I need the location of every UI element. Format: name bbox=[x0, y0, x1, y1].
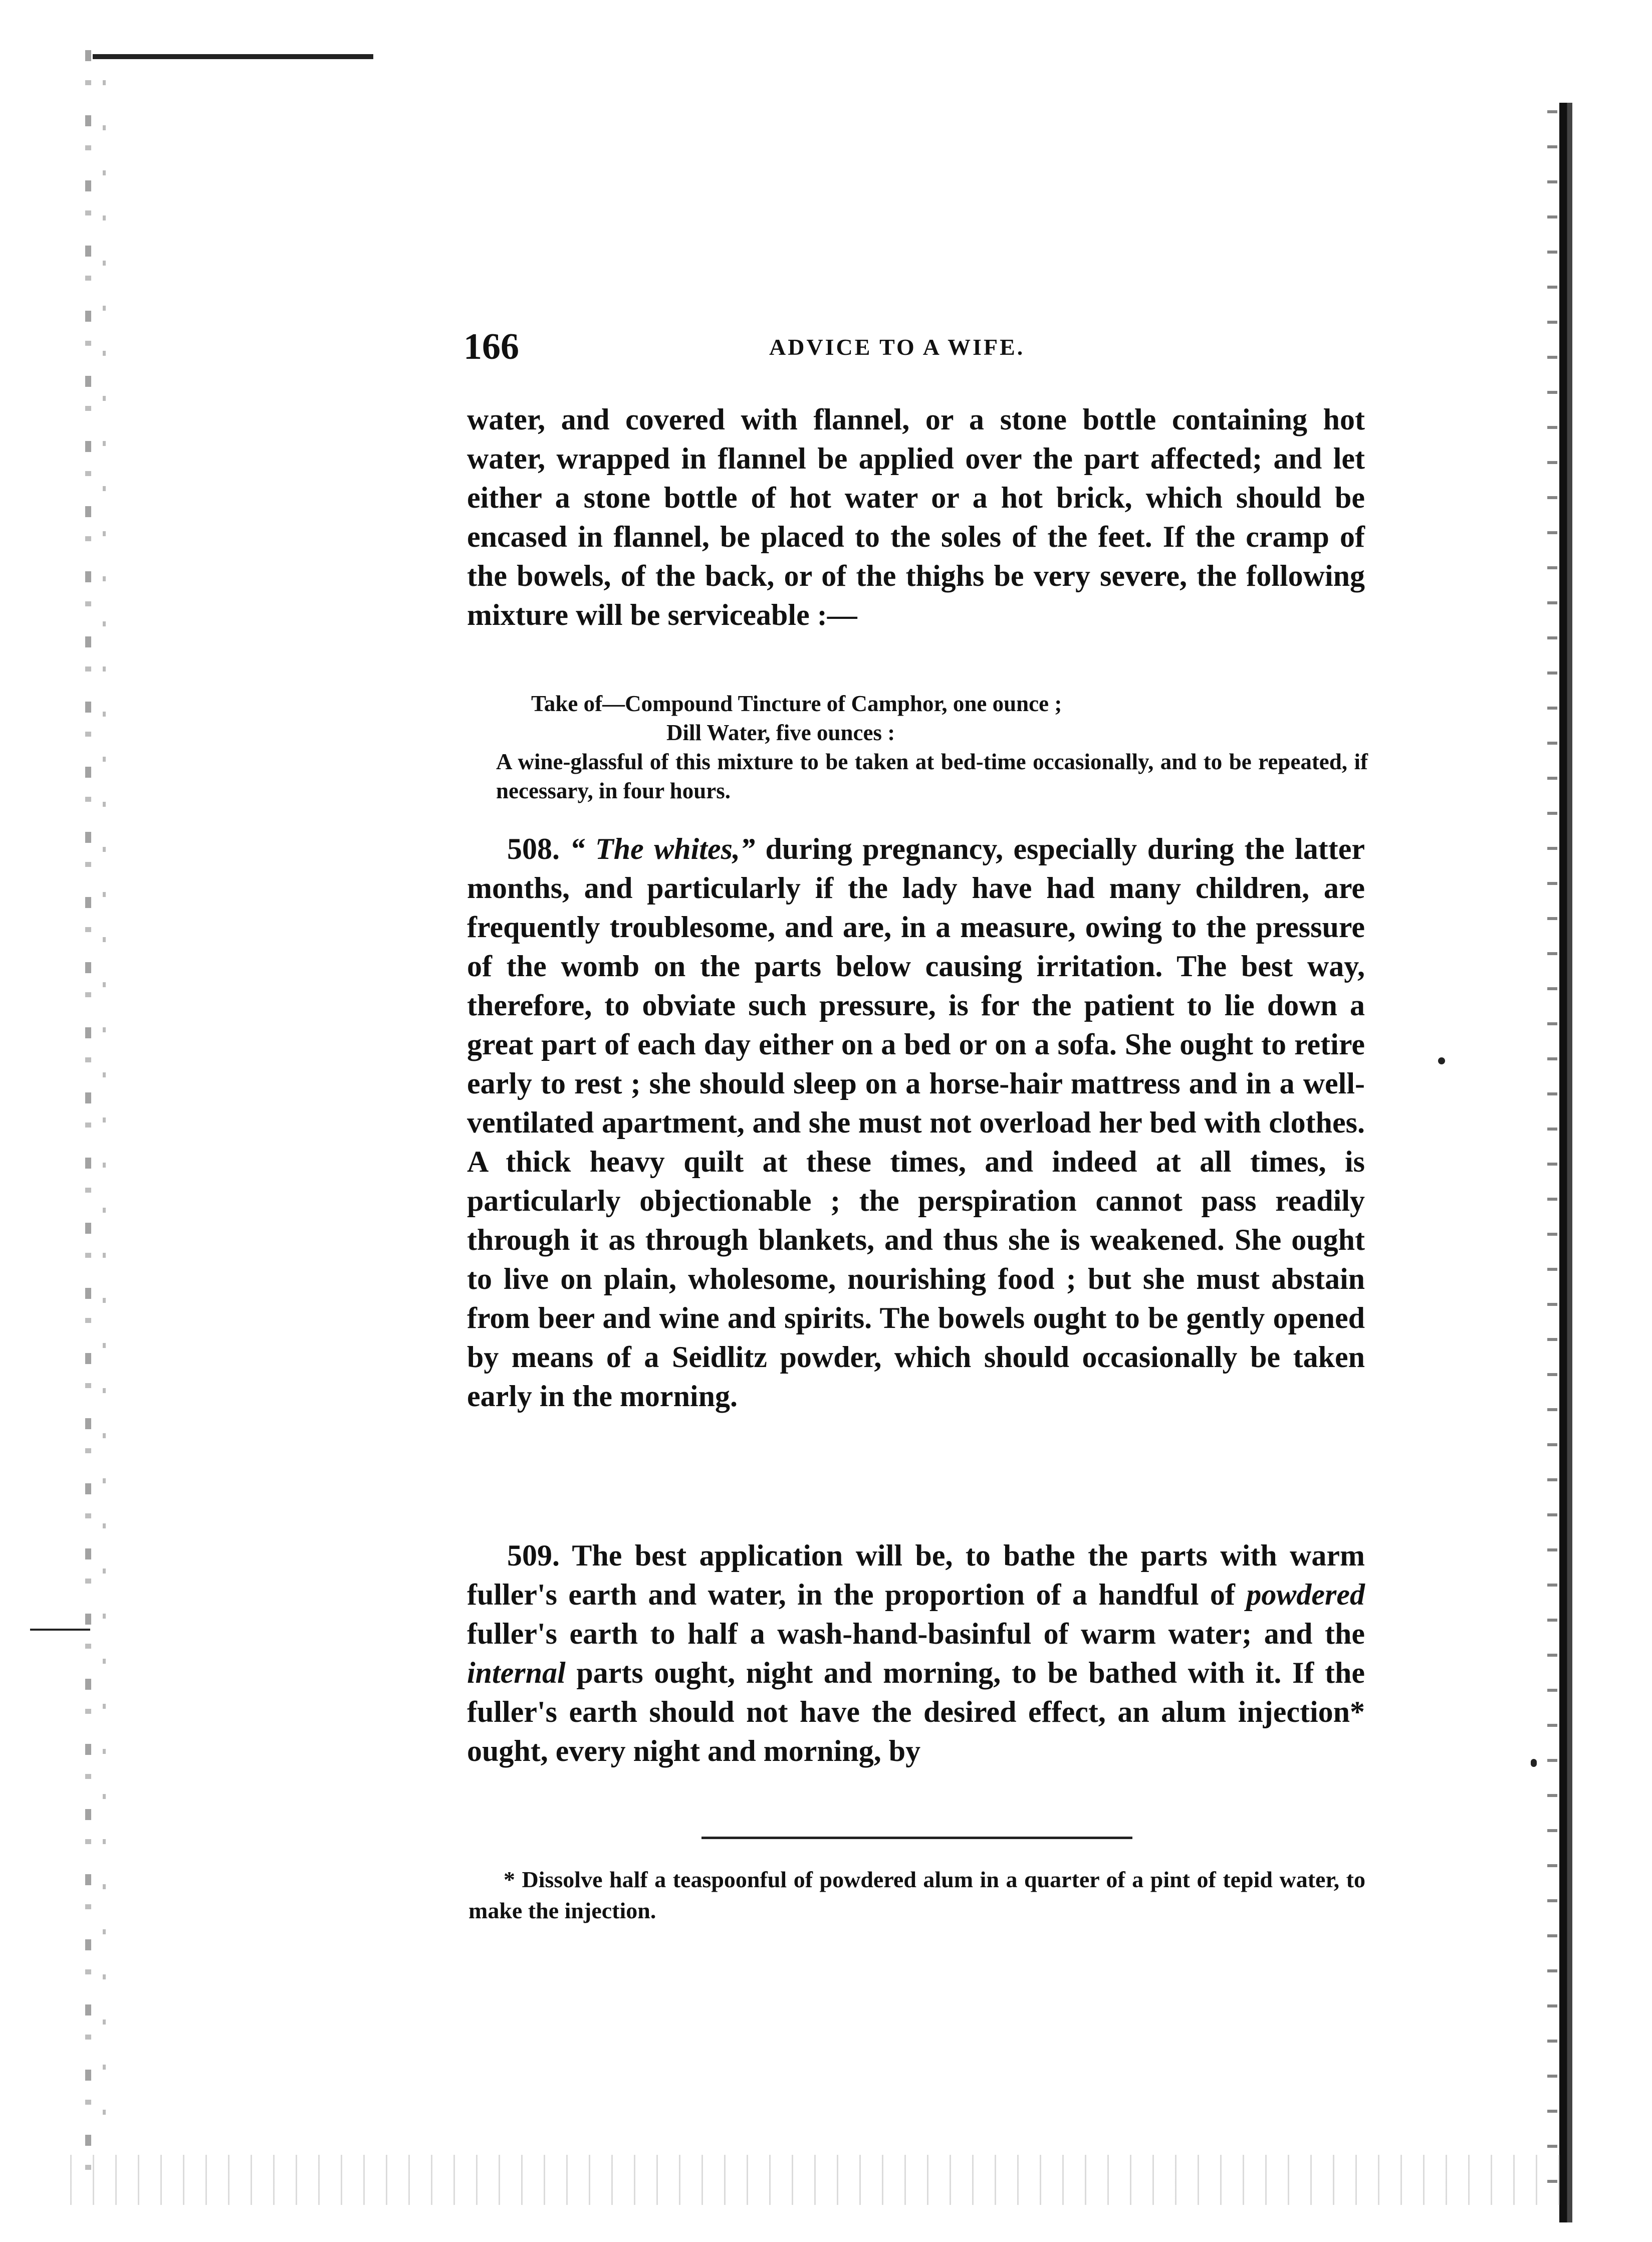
margin-mark-bullet-1 bbox=[1438, 1057, 1445, 1064]
scan-right-edge-noise bbox=[1547, 110, 1557, 2215]
footnote-divider bbox=[701, 1837, 1132, 1839]
paragraph-508-lead: “ The whites,” bbox=[570, 832, 755, 865]
paragraph-509-text-c: parts ought, night and morning, to be bathed with it. If the fuller's earth should not have the desired effect, an alum injection* ought, every night and morning, by bbox=[467, 1656, 1365, 1767]
running-head: ADVICE TO A WIFE. bbox=[769, 334, 1025, 360]
scan-bottom-noise bbox=[70, 2155, 1573, 2205]
page-number: 166 bbox=[463, 326, 519, 367]
paragraph-509-emphasis-powdered: powdered bbox=[1246, 1578, 1365, 1611]
paragraph-509-text-b: fuller's earth to half a wash-hand-basinful of warm water; and the bbox=[467, 1617, 1365, 1650]
paragraph-number-509: 509. bbox=[507, 1539, 560, 1572]
recipe-line-ingredient-2: Dill Water, five ounces : bbox=[666, 720, 895, 745]
paragraph-continued: water, and covered with flannel, or a stone bottle containing hot water, wrapped in flannel be applied over the part affected; and let either a stone bottle of hot water or a hot brick, which should be encased in flannel, be placed to the soles of the feet. If the cramp of the bowels, of the back, or of the thighs be very severe, the following mixture will be serviceable :— bbox=[467, 403, 1365, 631]
paragraph-509-text-a: The best application will be, to bathe the parts with warm fuller's earth and water, in the proportion of a handful of bbox=[467, 1539, 1365, 1611]
paragraph-509-emphasis-internal: internal bbox=[467, 1656, 566, 1689]
recipe-line-ingredient-1: Take of—Compound Tincture of Camphor, one ounce ; bbox=[531, 691, 1062, 716]
recipe-block bbox=[496, 689, 1368, 805]
footnote: * Dissolve half a teaspoonful of powdered alum in a quarter of a pint of tepid water, to make the injection. bbox=[468, 1867, 1365, 1923]
scan-right-binding-bar bbox=[1559, 103, 1572, 2222]
margin-mark-bullet-2 bbox=[1531, 1759, 1537, 1767]
paragraph-508 bbox=[467, 829, 1365, 1416]
margin-mark-left bbox=[30, 1629, 90, 1631]
recipe-line-directions: A wine-glassful of this mixture to be taken at bed-time occasionally, and to be repeated, if necessary, in four hours. bbox=[496, 749, 1368, 803]
paragraph-509 bbox=[467, 1536, 1365, 1770]
scan-left-edge bbox=[85, 50, 91, 2180]
scan-left-edge-inner bbox=[103, 80, 106, 2135]
scan-top-rule bbox=[93, 54, 373, 59]
page-header bbox=[463, 326, 1365, 371]
paragraph-508-text: during pregnancy, especially during the latter months, and particularly if the lady have had many children, are frequently troublesome, and are, in a measure, owing to the pressure of the womb on the parts below causing irritation. The best way, therefore, to obviate such pressure, is for the patient to lie down a great part of each day either on a bed or on a sofa. She ought to retire early to rest ; she should sleep on a horse-hair mattress and in a well-ventilated apartment, and she must not overload her bed with clothes. A thick heavy quilt at these times, and indeed at all times, is particularly objectionable ; the perspiration cannot pass readily through it as through blankets, and thus she is weakened. She ought to live on plain, wholesome, nourishing food ; but she must abstain from beer and wine and spirits. The bowels ought to be gently opened by means of a Seidlitz powder, which should occasionally be taken early in the morning. bbox=[467, 832, 1365, 1413]
paragraph-number-508: 508. bbox=[507, 832, 560, 865]
